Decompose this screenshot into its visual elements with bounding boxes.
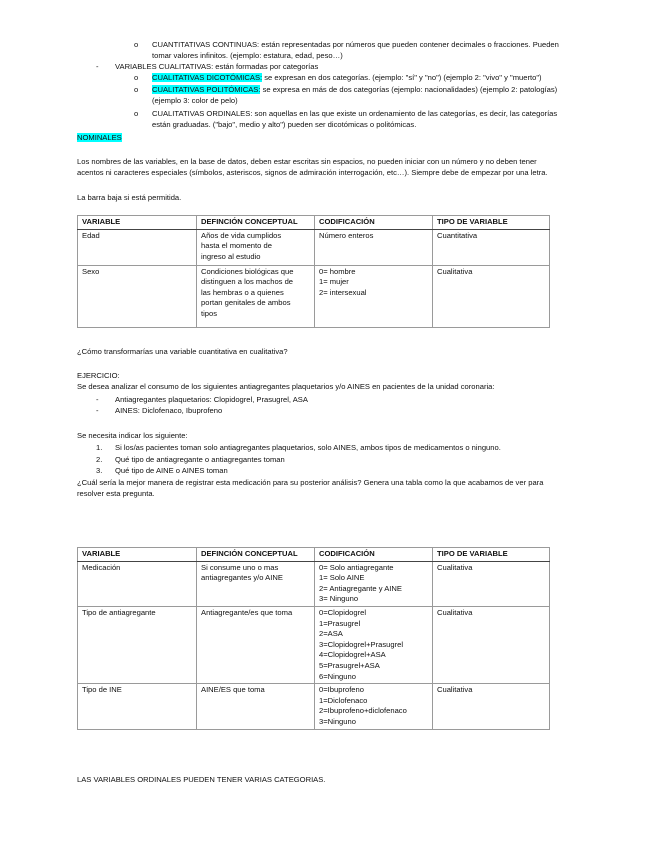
list-number: 1. (96, 443, 103, 452)
need-text: Se necesita indicar los siguiente: (77, 431, 188, 440)
footer-note: LAS VARIABLES ORDINALES PUEDEN TENER VARIAS CATEGORIAS. (77, 775, 326, 784)
column-header: TIPO DE VARIABLE (433, 216, 550, 230)
list-item-text-line: tomar valores infinitos. (ejemplo: estatura, edad, peso…) (152, 50, 343, 60)
list-number: 2. (96, 455, 103, 464)
list-item-text: se expresan en dos categorías. (ejemplo: "sí" y "no") (ejemplo 2: "vivo" y "muerto") (262, 73, 542, 82)
column-header: DEFINCIÓN CONCEPTUAL (197, 548, 315, 562)
table-row (78, 265, 550, 327)
list-marker: o (134, 73, 139, 82)
list-item-text: Si los/as pacientes toman solo antiagregantes plaquetarios, solo AINES, ambos tipos de medicamentos o ninguno. (115, 443, 501, 452)
highlighted-term: CUALITATIVAS POLITÓMICAS: (152, 85, 261, 94)
list-item-text: Qué tipo de AINE o AINES toman (115, 466, 228, 475)
cell-tipo: Cualitativa (433, 561, 550, 606)
cell-codificacion: Número enteros (315, 229, 433, 265)
question-transform: ¿Cómo transformarías una variable cuantitativa en cualitativa? (77, 347, 288, 356)
list-marker: o (134, 109, 139, 118)
cell-variable: Edad (78, 229, 197, 265)
column-header: VARIABLE (78, 548, 197, 562)
paragraph-line: acentos ni caracteres especiales (símbolos, asteriscos, signos de admiración interrogación, etc…). Siempre debe de empezar por una letra. (77, 167, 548, 177)
highlighted-term: CUALITATIVAS DICOTÓMICAS: (152, 73, 263, 82)
cell-codificacion: 0= Solo antiagregante 1= Solo AINE 2= Antiagregante y AINE 3= Ninguno (315, 561, 433, 606)
list-marker: - (96, 395, 99, 404)
table-row (78, 606, 550, 683)
cell-variable: Tipo de antiagregante (78, 606, 197, 683)
table-row (78, 684, 550, 729)
list-item-text: se expresa en más de dos categorías (ejemplo: nacionalidades) (ejemplo 2: patologías) (260, 85, 558, 94)
column-header: TIPO DE VARIABLE (433, 548, 550, 562)
list-item-text: VARIABLES CUALITATIVAS: están formadas por categorías (115, 62, 319, 71)
cell-codificacion: 0=Ibuprofeno 1=Diclofenaco 2=Ibuprofeno+diclofenaco 3=Ninguno (315, 684, 433, 729)
cell-tipo: Cuantitativa (433, 229, 550, 265)
variables-table-2 (77, 547, 550, 730)
list-marker: o (134, 85, 139, 94)
cell-definicion: Años de vida cumplidos hasta el momento de ingreso al estudio (197, 229, 315, 265)
table-row (78, 229, 550, 265)
cell-codificacion: 0=Clopidogrel 1=Prasugrel 2=ASA 3=Clopidogrel+Prasugrel 4=Clopidogrel+ASA 5=Prasugrel+ASA 6=Ninguno (315, 606, 433, 683)
cell-codificacion: 0= hombre 1= mujer 2= intersexual (315, 265, 433, 327)
underscore-note: La barra baja si está permitida. (77, 193, 182, 202)
list-item-text-line: están graduadas. ("bajo", medio y alto") pueden ser dicotómicas o politómicas. (152, 119, 417, 129)
cell-definicion: AINE/ES que toma (197, 684, 315, 729)
cell-definicion: Si consume uno o mas antiagregantes y/o AINE (197, 561, 315, 606)
cell-definicion: Condiciones biológicas que distinguen a los machos de las hembras o a quienes portan genitales de ambos tipos (197, 265, 315, 327)
cell-tipo: Cualitativa (433, 265, 550, 327)
cell-tipo: Cualitativa (433, 606, 550, 683)
list-item-text-line: CUANTITATIVAS CONTINUAS: están representadas por números que pueden contener decimales o fracciones. Pueden (152, 40, 559, 49)
cell-variable: Sexo (78, 265, 197, 327)
cell-variable: Tipo de INE (78, 684, 197, 729)
exercise-question-line: resolver esta pregunta. (77, 488, 155, 498)
section-heading-nominales: NOMINALES (77, 133, 122, 142)
column-header: DEFINCIÓN CONCEPTUAL (197, 216, 315, 230)
paragraph-line: Los nombres de las variables, en la base de datos, deben estar escritas sin espacios, no pueden iniciar con un número y no deben tener (77, 157, 537, 166)
variables-table-1 (77, 215, 550, 328)
list-item-text: Antiagregantes plaquetarios: Clopidogrel, Prasugrel, ASA (115, 395, 308, 404)
list-item-text: Qué tipo de antiagregante o antiagregantes toman (115, 455, 285, 464)
list-number: 3. (96, 466, 103, 475)
cell-definicion: Antiagregante/es que toma (197, 606, 315, 683)
exercise-title: EJERCICIO: (77, 371, 120, 380)
list-item-text: AINES: Diclofenaco, Ibuprofeno (115, 406, 223, 415)
list-marker: - (96, 406, 99, 415)
table-header-row (78, 216, 550, 230)
column-header: CODIFICACIÓN (315, 216, 433, 230)
table-row (78, 561, 550, 606)
cell-variable: Medicación (78, 561, 197, 606)
list-marker: - (96, 62, 99, 71)
table-header-row (78, 548, 550, 562)
list-item-text-line: CUALITATIVAS ORDINALES: son aquellas en las que existe un ordenamiento de las categorías, es decir, las categorías (152, 109, 558, 118)
exercise-question-line: ¿Cuál sería la mejor manera de registrar esta medicación para su posterior análisis? Genera una tabla como la que acabamos de ver para (77, 478, 544, 487)
list-marker: o (134, 40, 139, 49)
column-header: CODIFICACIÓN (315, 548, 433, 562)
cell-tipo: Cualitativa (433, 684, 550, 729)
list-item-text-line: (ejemplo 3: color de pelo) (152, 95, 238, 105)
exercise-intro: Se desea analizar el consumo de los siguientes antiagregantes plaquetarios y/o AINES en pacientes de la unidad coronaria: (77, 381, 495, 391)
column-header: VARIABLE (78, 216, 197, 230)
